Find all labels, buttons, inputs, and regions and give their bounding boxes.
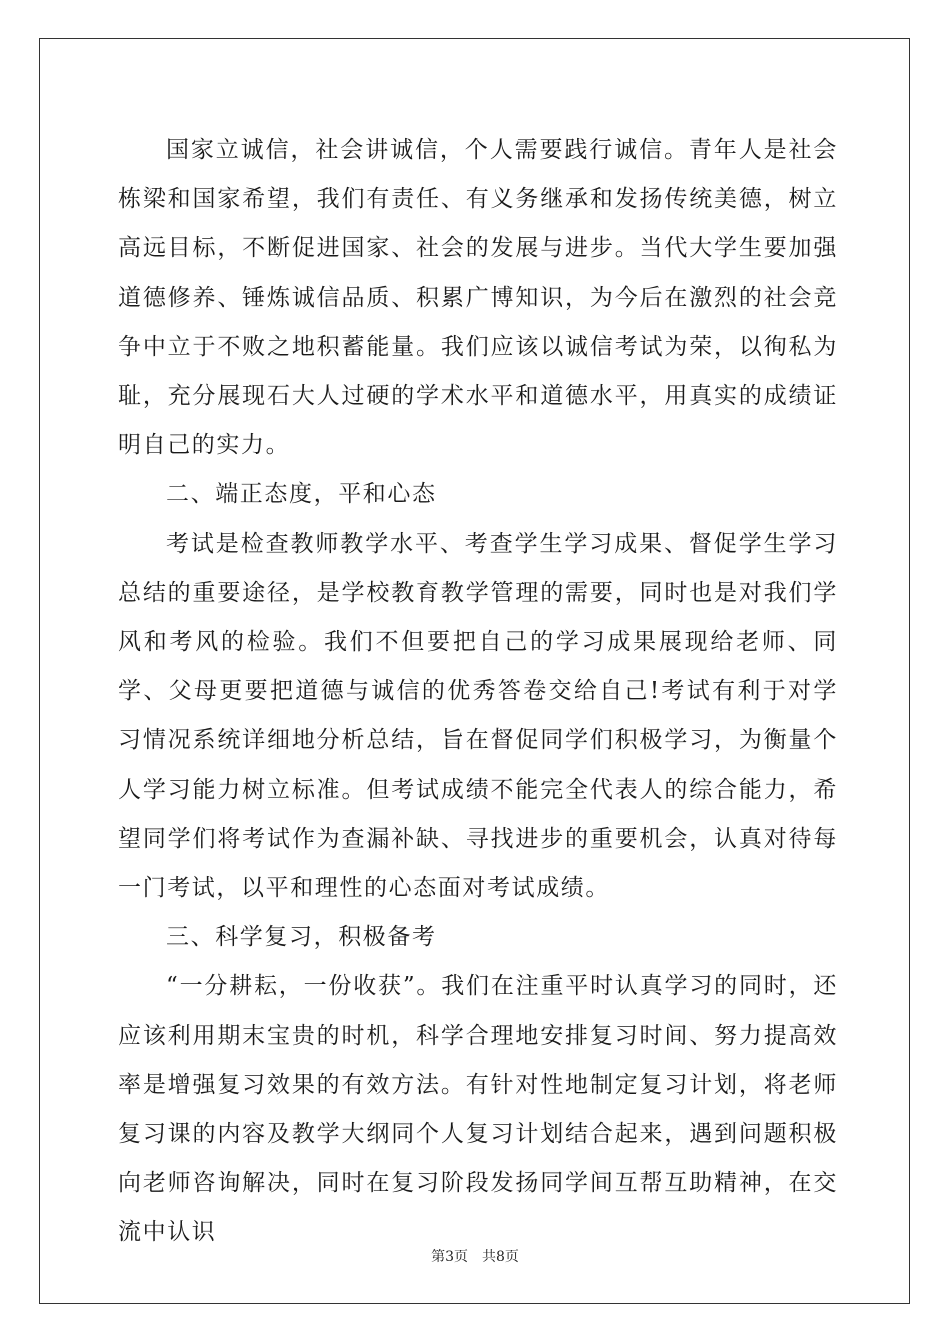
document-body: [118, 126, 838, 1258]
paragraph-exam-purpose: 考试是检查教师教学水平、考查学生学习成果、督促学生学习总结的重要途径，是学校教育教学管理的需要，同时也是对我们学风和考风的检验。我们不但要把自己的学习成果展现给老师、同学、父母更要把道德与诚信的优秀答卷交给自己!考试有利于对学习情况系统详细地分析总结，旨在督促同学们积极学习，为衡量个人学习能力树立标准。但考试成绩不能完全代表人的综合能力，希望同学们将考试作为查漏补缺、寻找进步的重要机会，认真对待每一门考试，以平和理性的心态面对考试成绩。: [118, 530, 838, 902]
section-heading-review: 三、科学复习，积极备考: [166, 924, 437, 951]
paragraph-integrity: 国家立诚信，社会讲诚信，个人需要践行诚信。青年人是社会栋梁和国家希望，我们有责任、有义务继承和发扬传统美德，树立高远目标，不断促进国家、社会的发展与进步。当代大学生要加强道德修养、锤炼诚信品质、积累广博知识，为今后在激烈的社会竞争中立于不败之地积蓄能量。我们应该以诚信考试为荣，以徇私为耻，充分展现石大人过硬的学术水平和道德水平，用真实的成绩证明自己的实力。: [118, 137, 838, 459]
page-number-footer: 第3页 共8页: [431, 1249, 519, 1265]
paragraph-review-plan: “一分耕耘，一份收获”。我们在注重平时认真学习的同时，还应该利用期末宝贵的时机，科学合理地安排复习时间、努力提高效率是增强复习效果的有效方法。有针对性地制定复习计划，将老师复习课的内容及教学大纲同个人复习计划结合起来，遇到问题积极向老师咨询解决，同时在复习阶段发扬同学间互帮互助精神，在交流中认识: [118, 973, 838, 1246]
section-heading-attitude: 二、端正态度，平和心态: [166, 481, 437, 508]
